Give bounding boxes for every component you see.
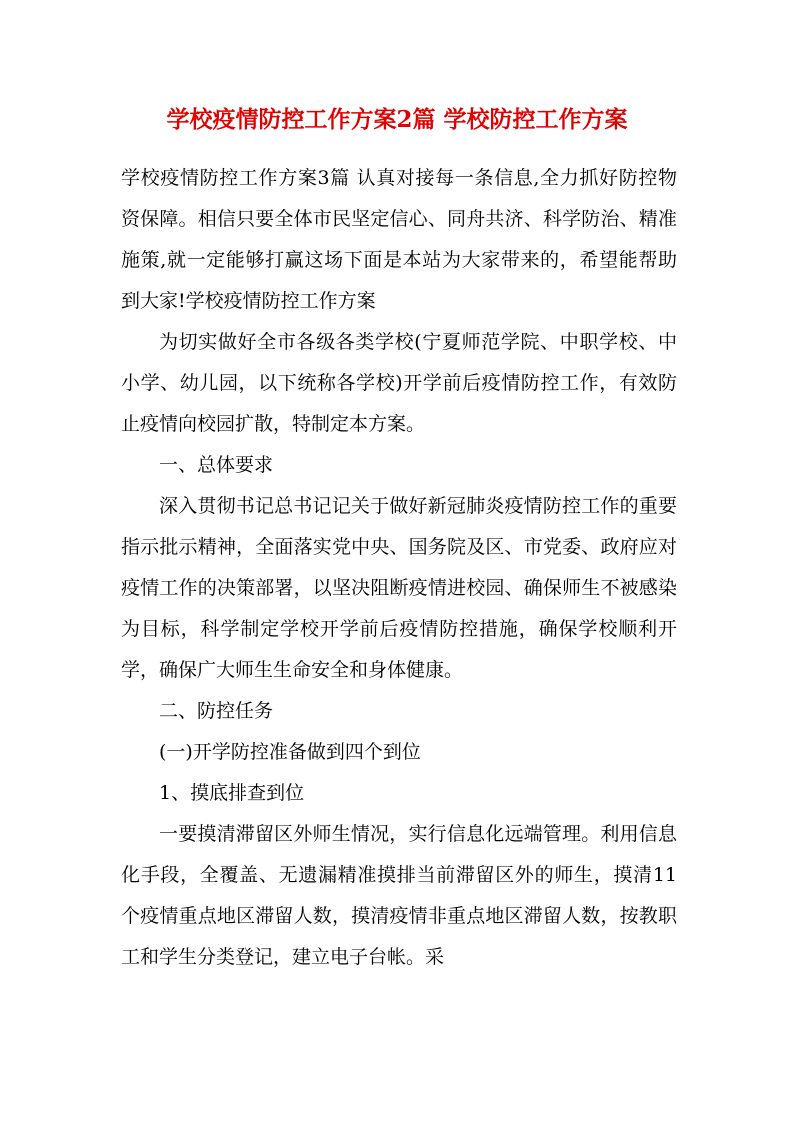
document-title: 学校疫情防控工作方案2篇 学校防控工作方案 (166, 106, 628, 133)
document-body (121, 158, 677, 978)
section-heading-prevention-tasks: 二、防控任务 (159, 700, 274, 722)
screening-paragraph: 一要摸清滞留区外师生情况，实行信息化远端管理。利用信息化手段，全覆盖、无遗漏精准摸排当前滞留区外的师生，摸清11个疫情重点地区滞留人数，摸清疫情非重点地区滞留人数，按教职工和学生分类登记，建立电子台帐。采 (121, 823, 677, 968)
intro-paragraph: 学校疫情防控工作方案3篇 认真对接每一条信息,全力抓好防控物资保障。相信只要全体市民坚定信心、同舟共济、科学防治、精准施策,就一定能够打赢这场下面是本站为大家带来的，希望能帮助到大家!学校疫情防控工作方案 (121, 167, 677, 312)
purpose-paragraph: 为切实做好全市各级各类学校(宁夏师范学院、中职学校、中小学、幼儿园，以下统称各学校)开学前后疫情防控工作，有效防止疫情向校园扩散，特制定本方案。 (121, 331, 677, 435)
section-heading-general-requirements: 一、总体要求 (159, 454, 274, 476)
subsection-heading-preparation: (一)开学防控准备做到四个到位 (159, 741, 421, 763)
general-requirements-paragraph: 深入贯彻书记总书记记关于做好新冠肺炎疫情防控工作的重要指示批示精神，全面落实党中央、国务院及区、市党委、政府应对疫情工作的决策部署，以坚决阻断疫情进校园、确保师生不被感染为目标，科学制定学校开学前后疫情防控措施，确保学校顺利开学，确保广大师生生命安全和身体健康。 (121, 495, 677, 681)
item-heading-screening: 1、摸底排查到位 (159, 782, 305, 804)
